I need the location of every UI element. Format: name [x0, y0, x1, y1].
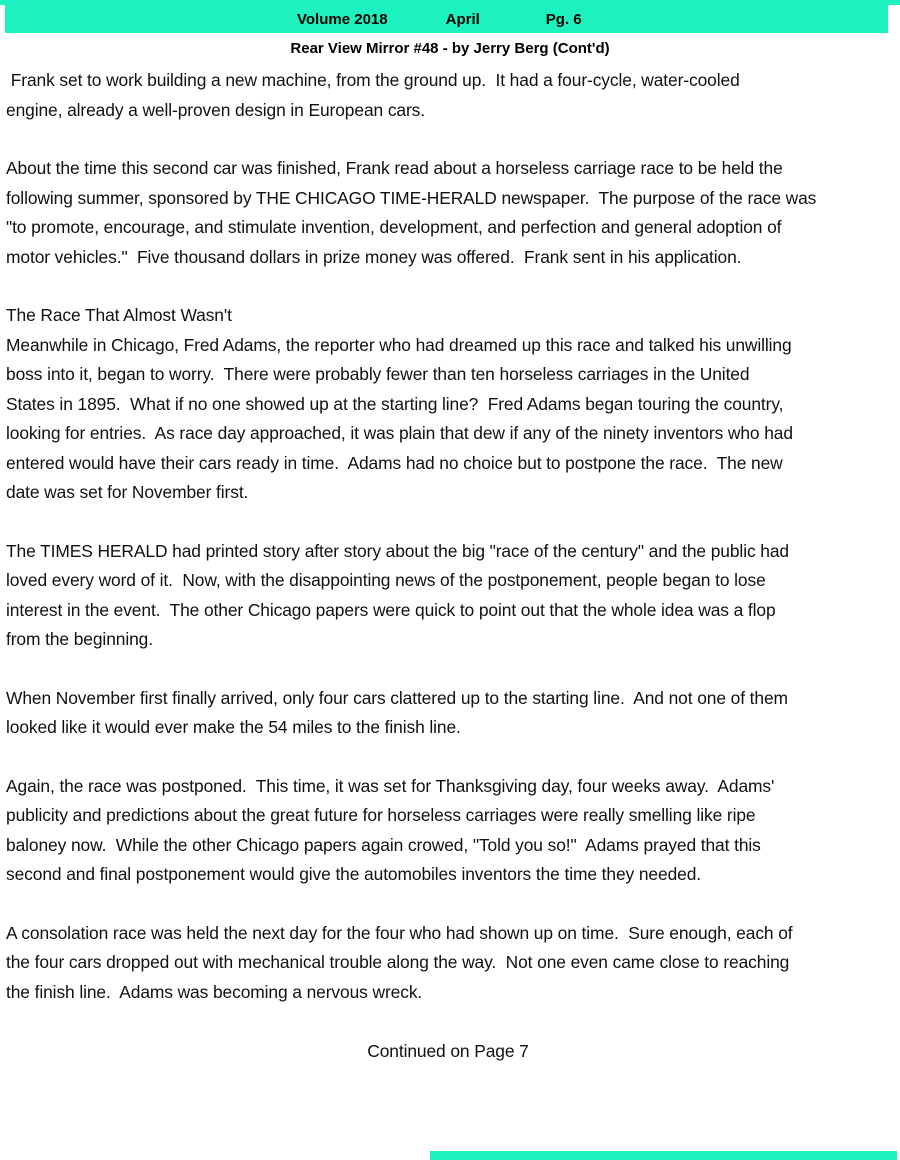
text-line: Meanwhile in Chicago, Fred Adams, the reporter who had dreamed up this race and talked his unwilling: [6, 334, 792, 355]
text-line: entered would have their cars ready in time. Adams had no choice but to postpone the race. The new: [6, 452, 783, 473]
paragraph: [6, 537, 890, 655]
text-line: baloney now. While the other Chicago papers again crowed, "Told you so!" Adams prayed that this: [6, 834, 761, 855]
text-line: publicity and predictions about the great future for horseless carriages were really smelling like ripe: [6, 805, 756, 825]
text-line: The Race That Almost Wasn't: [6, 305, 232, 325]
text-line: the four cars dropped out with mechanical trouble along the way. Not one even came close to reaching: [6, 952, 790, 972]
text-line: "to promote, encourage, and stimulate invention, development, and perfection and general adoption of: [6, 217, 782, 237]
text-line: A consolation race was held the next day for the four who had shown up on time. Sure enough, each of: [6, 922, 793, 943]
text-line: date was set for November first.: [6, 482, 249, 502]
text-line: looked like it would ever make the 54 miles to the finish line.: [6, 717, 461, 737]
header-page-number: Pg. 6: [545, 10, 582, 28]
text-line: boss into it, began to worry. There were probably fewer than ten horseless carriages in the United: [6, 364, 750, 384]
text-line: The TIMES HERALD had printed story after story about the big "race of the century" and the public had: [6, 540, 790, 561]
text-line: interest in the event. The other Chicago papers were quick to point out that the whole idea was a flop: [6, 599, 776, 620]
text-line: loved every word of it. Now, with the disappointing news of the postponement, people began to lose: [6, 570, 766, 590]
paragraph: [6, 772, 890, 890]
paragraph: [6, 301, 890, 508]
text-line: from the beginning.: [6, 629, 153, 649]
article-body: [6, 66, 890, 1067]
paragraph: [6, 684, 890, 743]
text-line: following summer, sponsored by THE CHICAGO TIME-HERALD newspaper. The purpose of the race was: [6, 187, 817, 208]
paragraph: [6, 66, 890, 125]
header-bar: [5, 5, 888, 33]
header-volume: Volume 2018: [297, 10, 388, 28]
text-line: engine, already a well-proven design in European cars.: [6, 99, 425, 120]
text-line: motor vehicles." Five thousand dollars in prize money was offered. Frank sent in his application.: [6, 246, 742, 267]
text-line: When November first finally arrived, only four cars clattered up to the starting line. And not one of them: [6, 687, 788, 708]
text-line: second and final postponement would give the automobiles inventors the time they needed.: [6, 864, 702, 884]
text-line: the finish line. Adams was becoming a nervous wreck.: [6, 981, 423, 1002]
paragraph: [6, 154, 890, 272]
text-line: Again, the race was postponed. This time, it was set for Thanksgiving day, four weeks away. Adams': [6, 775, 775, 796]
text-line: States in 1895. What if no one showed up at the starting line? Fred Adams began touring the country,: [6, 393, 784, 414]
footer-strip: [430, 1151, 897, 1160]
continued-note: Continued on Page 7: [367, 1041, 529, 1061]
header-month: April: [445, 10, 480, 28]
text-line: About the time this second car was finished, Frank read about a horseless carriage race to be held the: [6, 158, 783, 178]
text-line: looking for entries. As race day approached, it was plain that dew if any of the ninety inventors who had: [6, 423, 793, 443]
article-subtitle: Rear View Mirror #48 - by Jerry Berg (Cont'd): [290, 40, 610, 57]
text-line: Frank set to work building a new machine, from the ground up. It had a four-cycle, water-cooled: [6, 70, 740, 90]
paragraph: [6, 919, 890, 1008]
